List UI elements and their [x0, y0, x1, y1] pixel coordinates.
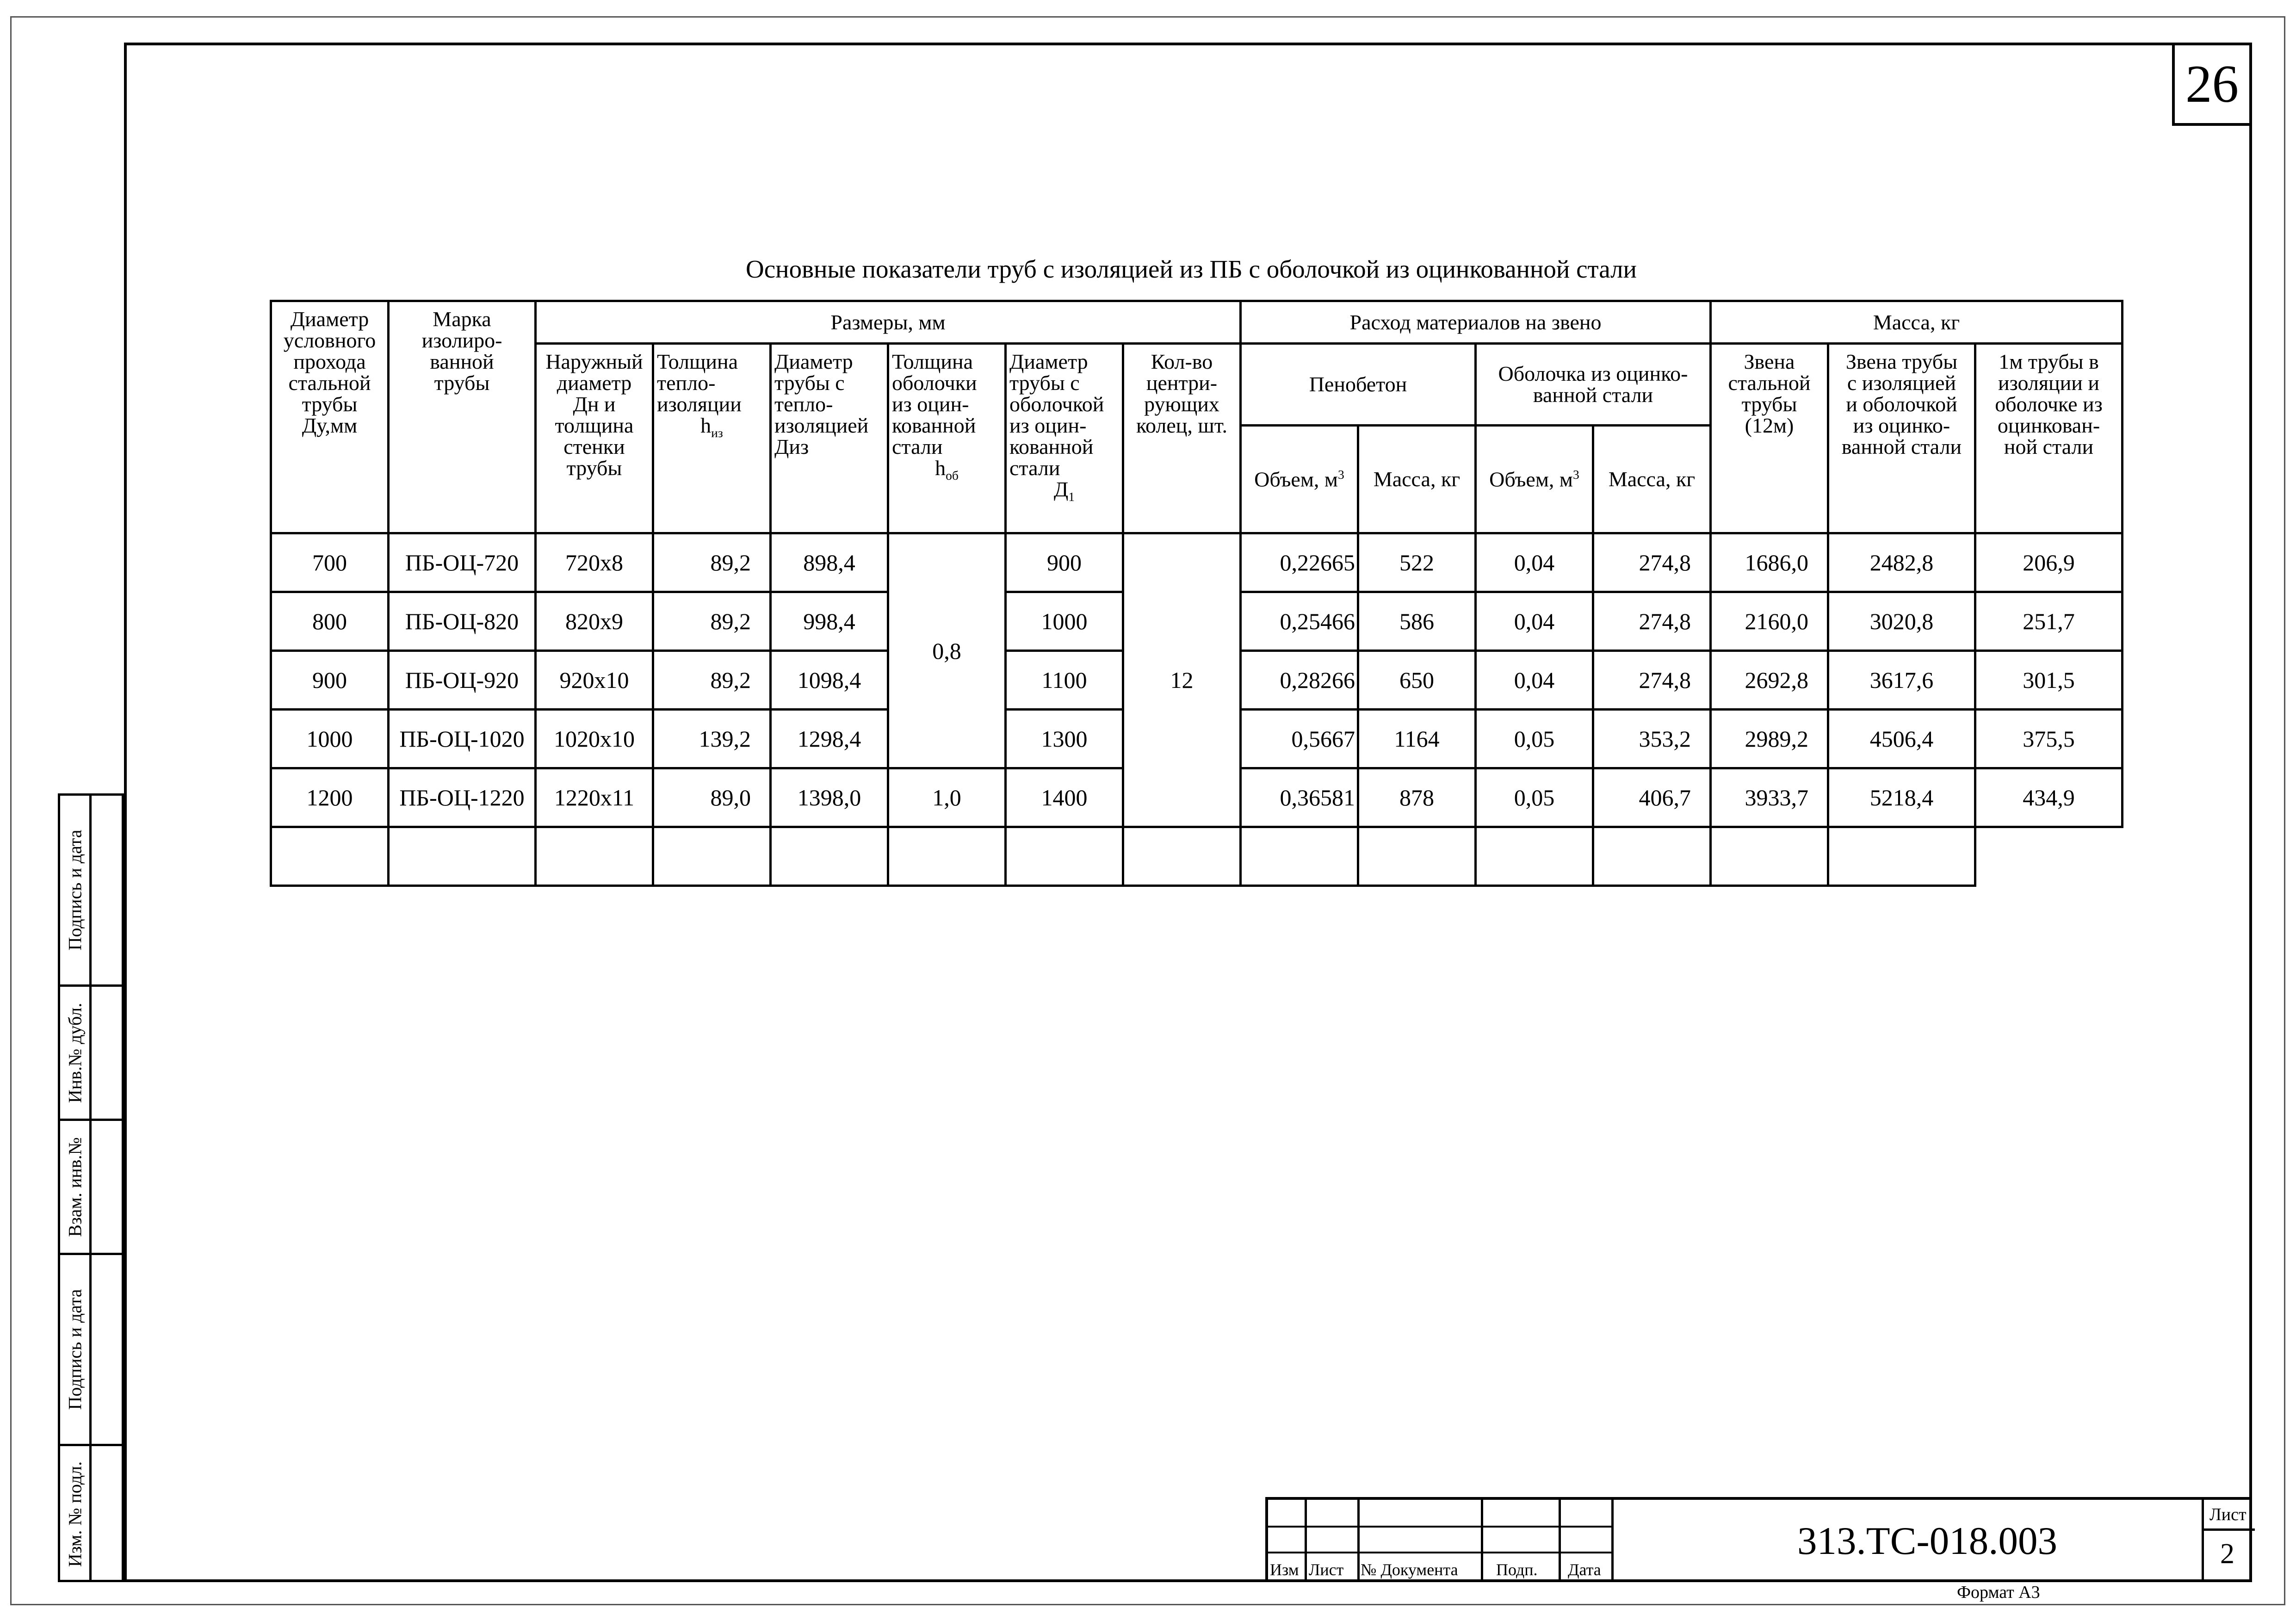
cell-mass-link: 4506,4 [1828, 710, 1975, 768]
header-line: из оцин- [892, 392, 969, 416]
header-sizes: Размеры, мм [536, 301, 1241, 344]
header-line: Ду,мм [302, 414, 358, 437]
cell-mass-one-meter: 434,9 [1975, 768, 2123, 827]
header-line: стали [892, 435, 943, 458]
header-mass-link-insulated [1828, 344, 1975, 533]
header-line: Звена трубы [1845, 350, 1958, 373]
header-line: Диаметр [290, 307, 369, 331]
cell-mass-steel: 3933,7 [1711, 768, 1828, 827]
header-line: изоляцией [774, 414, 869, 437]
cell-shell-mass: 406,7 [1593, 768, 1711, 827]
header-mass-one-meter [1975, 344, 2123, 533]
header-mass: Масса, кг [1711, 301, 2123, 344]
header-shell-thickness: Толщина оболочки из оцин- кованной стали $h_{об}$ [888, 344, 1006, 533]
table-row-empty [271, 827, 2123, 886]
cell-dn: 1020х10 [536, 710, 653, 768]
header-line: стальной [1728, 371, 1811, 395]
cell-shell-mass: 274,8 [1593, 592, 1711, 651]
side-label: Подпись и дата [64, 829, 85, 951]
side-label: Инв.№ дубл. [64, 1002, 85, 1103]
cell-shell-thickness-merged: 0,8 [888, 533, 1006, 768]
header-line: из оцин- [1009, 414, 1087, 437]
cell-dn: 720х8 [536, 533, 653, 592]
col-date: Дата [1568, 1560, 1601, 1579]
cell-mark: ПБ-ОЦ-820 [389, 592, 536, 651]
header-line: диаметр [557, 371, 632, 395]
header-line: прохода [293, 350, 366, 373]
header-line: тепло- [774, 392, 833, 416]
header-shell-mass: Масса, кг [1593, 426, 1711, 533]
header-line: трубы [302, 392, 358, 416]
header-line: тепло- [657, 371, 716, 395]
cell-hiz: 139,2 [653, 710, 771, 768]
header-line: Оболочка из оцинко- [1498, 362, 1688, 385]
header-line: ванной стали [1841, 435, 1962, 458]
header-line: оболочке из [1995, 392, 2103, 416]
cell-mass-link: 3020,8 [1828, 592, 1975, 651]
header-line: условного [283, 328, 376, 352]
header-line: стенки [563, 435, 625, 458]
header-line: с изоляцией [1847, 371, 1956, 395]
document-code: 313.ТС-018.003 [1797, 1519, 2057, 1563]
side-cell-signature-1 [60, 796, 122, 987]
sheet-label: Лист [2209, 1505, 2246, 1524]
cell-foam-mass: 650 [1358, 651, 1476, 710]
cell-hiz: 89,0 [653, 768, 771, 827]
header-line: трубы [1741, 392, 1797, 416]
header-line: и оболочкой [1846, 392, 1957, 416]
cell-dn: 920х10 [536, 651, 653, 710]
header-line: кованной [1009, 435, 1094, 458]
cell-mass-link: 3617,6 [1828, 651, 1975, 710]
cell-mass-one-meter: 206,9 [1975, 533, 2123, 592]
header-diz [771, 344, 888, 533]
cell-foam-mass: 1164 [1358, 710, 1476, 768]
cell-diz: 1398,0 [771, 768, 888, 827]
cell-mark: ПБ-ОЦ-720 [389, 533, 536, 592]
cell-hiz: 89,2 [653, 533, 771, 592]
header-line: стальной [288, 371, 371, 395]
header-outer-diameter [536, 344, 653, 533]
cell-foam-volume: 0,5667 [1241, 710, 1358, 768]
pipe-table [270, 300, 2123, 887]
header-line: центри- [1146, 371, 1218, 395]
cell-foam-volume: 0,22665 [1241, 533, 1358, 592]
header-line: Марка [433, 307, 491, 331]
table-title: Основные показатели труб с изоляцией из ПБ с оболочкой из оцинкованной стали [746, 255, 1637, 283]
table-row [271, 533, 2123, 592]
header-line: трубы с [774, 371, 845, 395]
header-mass-steel-link [1711, 344, 1828, 533]
col-signature: Подп. [1496, 1560, 1538, 1579]
cell-shell-volume: 0,05 [1476, 768, 1593, 827]
cell-rings-merged: 12 [1123, 533, 1241, 827]
cell-shell-volume: 0,04 [1476, 651, 1593, 710]
cell-mark: ПБ-ОЦ-1020 [389, 710, 536, 768]
cell-hiz: 89,2 [653, 651, 771, 710]
side-cell-replace-inv [60, 1121, 122, 1255]
cell-dy: 1000 [271, 710, 389, 768]
header-line: оболочкой [1009, 392, 1104, 416]
side-stamp [58, 793, 124, 1582]
header-line: Дн и [573, 392, 616, 416]
cell-d1: 1100 [1006, 651, 1123, 710]
header-mark [389, 301, 536, 533]
cell-foam-volume: 0,25466 [1241, 592, 1358, 651]
cell-foam-mass: 522 [1358, 533, 1476, 592]
cell-mass-link: 5218,4 [1828, 768, 1975, 827]
cell-mark: ПБ-ОЦ-1220 [389, 768, 536, 827]
cell-mass-link: 2482,8 [1828, 533, 1975, 592]
cell-foam-mass: 586 [1358, 592, 1476, 651]
header-line: ванной стали [1533, 383, 1653, 407]
cell-mass-steel: 1686,0 [1711, 533, 1828, 592]
header-rings [1123, 344, 1241, 533]
side-cell-dup-inv [60, 987, 122, 1121]
page-number: 26 [2172, 43, 2252, 126]
cell-diz: 898,4 [771, 533, 888, 592]
header-line: Звена [1744, 350, 1795, 373]
title-block [1265, 1497, 2252, 1582]
cell-mass-steel: 2989,2 [1711, 710, 1828, 768]
header-insulation-thickness: Толщина тепло- изоляции $h_{из}$ [653, 344, 771, 533]
cell-d1: 1000 [1006, 592, 1123, 651]
col-doc-number: № Документа [1361, 1560, 1458, 1579]
header-line: толщина [555, 414, 634, 437]
cell-diz: 998,4 [771, 592, 888, 651]
cell-mass-one-meter: 251,7 [1975, 592, 2123, 651]
cell-mass-steel: 2160,0 [1711, 592, 1828, 651]
side-cell-signature-2 [60, 1255, 122, 1446]
cell-shell-thickness: 1,0 [888, 768, 1006, 827]
cell-dn: 1220х11 [536, 768, 653, 827]
cell-mass-one-meter: 375,5 [1975, 710, 2123, 768]
header-line: (12м) [1745, 414, 1794, 437]
header-line: трубы [434, 371, 490, 395]
format-label: Формат А3 [1957, 1583, 2040, 1602]
header-line: из оцинко- [1853, 414, 1950, 437]
side-label: Изм. № подл. [64, 1461, 85, 1567]
header-line: Диаметр [774, 350, 853, 373]
header-line: Диз [774, 435, 809, 458]
cell-d1: 900 [1006, 533, 1123, 592]
cell-dn: 820х9 [536, 592, 653, 651]
cell-foam-mass: 878 [1358, 768, 1476, 827]
cell-diz: 1298,4 [771, 710, 888, 768]
side-label: Взам. инв.№ [64, 1137, 85, 1237]
header-shell-volume: Объем, $м^3$ [1476, 426, 1593, 533]
header-line: Толщина [892, 350, 973, 373]
side-label: Подпись и дата [64, 1289, 85, 1410]
header-line: стали [1009, 456, 1060, 480]
cell-dy: 1200 [271, 768, 389, 827]
cell-mass-steel: 2692,8 [1711, 651, 1828, 710]
cell-shell-mass: 274,8 [1593, 533, 1711, 592]
header-line: изоляции [657, 392, 742, 416]
header-line: ванной [430, 350, 494, 373]
header-line: трубы с [1009, 371, 1080, 395]
cell-shell-mass: 274,8 [1593, 651, 1711, 710]
cell-diz: 1098,4 [771, 651, 888, 710]
header-foam-concrete: Пенобетон [1241, 344, 1476, 426]
header-line: рующих [1144, 392, 1219, 416]
cell-dy: 800 [271, 592, 389, 651]
header-dy [271, 301, 389, 533]
header-line: Диаметр [1009, 350, 1088, 373]
header-line: Наружный [545, 350, 643, 373]
header-line: 1м трубы в [1999, 350, 2099, 373]
cell-mass-one-meter: 301,5 [1975, 651, 2123, 710]
header-line: колец, шт. [1136, 414, 1227, 437]
cell-hiz: 89,2 [653, 592, 771, 651]
col-izm: Изм [1270, 1560, 1299, 1579]
header-line: кованной [892, 414, 976, 437]
cell-shell-volume: 0,04 [1476, 592, 1593, 651]
header-line: оболочки [892, 371, 977, 395]
header-line: оцинкован- [1997, 414, 2100, 437]
header-consumption: Расход материалов на звено [1241, 301, 1711, 344]
cell-d1: 1300 [1006, 710, 1123, 768]
cell-shell-volume: 0,05 [1476, 710, 1593, 768]
header-foam-mass: Масса, кг [1358, 426, 1476, 533]
header-line: Толщина [657, 350, 738, 373]
cell-foam-volume: 0,28266 [1241, 651, 1358, 710]
cell-dy: 700 [271, 533, 389, 592]
header-line: трубы [566, 456, 622, 480]
header-foam-volume: Объем, $м^3$ [1241, 426, 1358, 533]
cell-foam-volume: 0,36581 [1241, 768, 1358, 827]
cell-shell-mass: 353,2 [1593, 710, 1711, 768]
header-line: изолиро- [421, 328, 502, 352]
cell-mark: ПБ-ОЦ-920 [389, 651, 536, 710]
header-d1: Диаметр трубы с оболочкой из оцин- кованной стали $Д_1$ [1006, 344, 1123, 533]
header-line: ной стали [2004, 435, 2094, 458]
header-line: изоляции и [1998, 371, 2099, 395]
cell-shell-volume: 0,04 [1476, 533, 1593, 592]
side-cell-orig-inv [60, 1446, 122, 1582]
col-list: Лист [1309, 1560, 1344, 1579]
sheet-number: 2 [2220, 1538, 2234, 1570]
header-shell [1476, 344, 1711, 426]
header-line: Кол-во [1151, 350, 1213, 373]
cell-d1: 1400 [1006, 768, 1123, 827]
cell-dy: 900 [271, 651, 389, 710]
